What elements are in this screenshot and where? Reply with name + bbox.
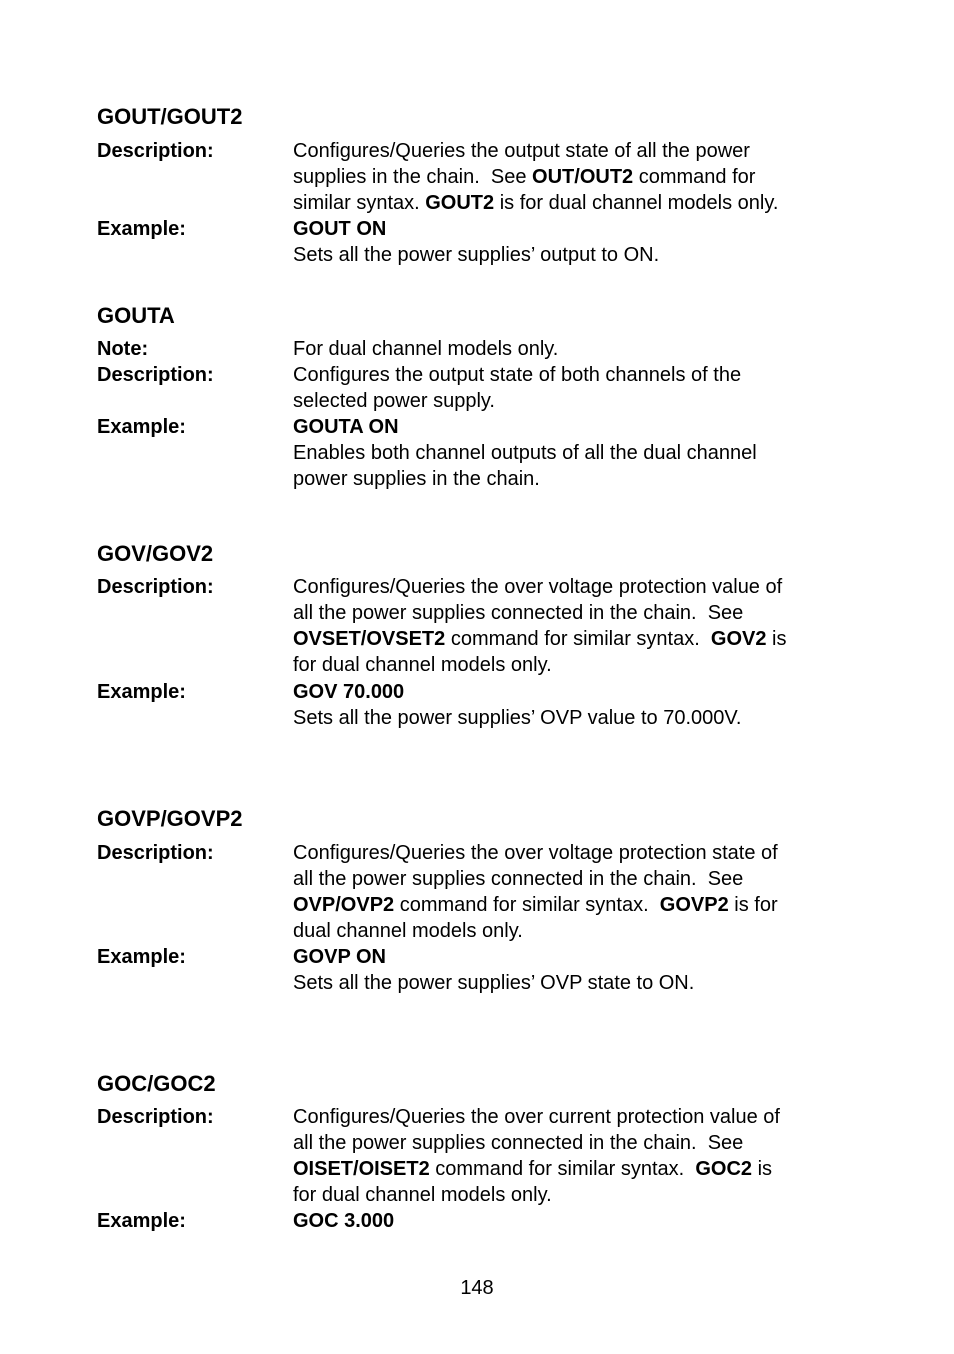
note-text: For dual channel models only.: [293, 338, 559, 360]
text-line: all the power supplies connected in the chain. See: [293, 868, 744, 890]
description-label: Description:: [97, 140, 214, 162]
command-reference: GOV2: [710, 628, 767, 650]
description-label: Description:: [97, 576, 214, 598]
command-reference: OVP/OVP2: [293, 894, 395, 916]
text-line: Enables both channel outputs of all the dual channel: [293, 442, 757, 464]
section-heading-gouta: GOUTA: [97, 303, 175, 328]
description-text: [293, 1104, 868, 1208]
command-reference: GOUT2: [425, 192, 495, 214]
text-line: for dual channel models only.: [293, 654, 552, 676]
example-command: GOV 70.000: [293, 681, 405, 703]
command-reference: OVSET/OVSET2: [293, 628, 446, 650]
description-text: [293, 138, 868, 216]
command-reference: GOVP2: [659, 894, 729, 916]
text-line: OVSET/OVSET2 command for similar syntax. GOV2 is: [293, 628, 787, 650]
text-line: selected power supply.: [293, 390, 495, 412]
example-command: GOVP ON: [293, 946, 386, 968]
text-line: all the power supplies connected in the chain. See: [293, 602, 744, 624]
text-line: Sets all the power supplies’ output to ON.: [293, 244, 660, 266]
description-text: [293, 574, 868, 678]
note-label: Note:: [97, 338, 149, 360]
example-label: Example:: [97, 681, 186, 703]
example-label: Example:: [97, 1210, 186, 1232]
description-label: Description:: [97, 842, 214, 864]
description-text: [293, 362, 868, 414]
text-line: similar syntax. GOUT2 is for dual channel models only.: [293, 192, 779, 214]
example-label: Example:: [97, 946, 186, 968]
example-label: Example:: [97, 416, 186, 438]
section-heading-goc: GOC/GOC2: [97, 1071, 216, 1096]
example-label: Example:: [97, 218, 186, 240]
text-line: Sets all the power supplies’ OVP state to ON.: [293, 972, 695, 994]
text-line: Configures/Queries the output state of all the power: [293, 140, 750, 162]
description-label: Description:: [97, 1106, 214, 1128]
example-description: [293, 440, 868, 492]
command-reference: OISET/OISET2: [293, 1158, 430, 1180]
text-line: OISET/OISET2 command for similar syntax. GOC2 is: [293, 1158, 773, 1180]
text-line: supplies in the chain. See OUT/OUT2 command for: [293, 166, 756, 188]
section-heading-gov: GOV/GOV2: [97, 541, 214, 566]
command-reference: OUT/OUT2: [532, 166, 634, 188]
text-line: dual channel models only.: [293, 920, 523, 942]
text-line: Configures/Queries the over current protection value of: [293, 1106, 780, 1128]
example-command: GOUT ON: [293, 218, 387, 240]
text-line: Sets all the power supplies’ OVP value to 70.000V.: [293, 707, 742, 729]
text-line: all the power supplies connected in the chain. See: [293, 1132, 744, 1154]
text-line: for dual channel models only.: [293, 1184, 552, 1206]
text-line: OVP/OVP2 command for similar syntax. GOVP2 is for: [293, 894, 778, 916]
description-label: Description:: [97, 364, 214, 386]
text-line: Configures/Queries the over voltage protection state of: [293, 842, 778, 864]
section-heading-govp: GOVP/GOVP2: [97, 806, 243, 831]
section-heading-gout: GOUT/GOUT2: [97, 104, 243, 129]
text-line: Configures/Queries the over voltage protection value of: [293, 576, 783, 598]
example-description: [293, 705, 868, 731]
example-command: GOUTA ON: [293, 416, 399, 438]
example-description: [293, 242, 868, 268]
command-reference: GOC2: [695, 1158, 753, 1180]
page-number: 148: [460, 1277, 494, 1299]
description-text: [293, 840, 868, 944]
example-command: GOC 3.000: [293, 1210, 395, 1232]
example-description: [293, 970, 868, 996]
text-line: Configures the output state of both channels of the: [293, 364, 742, 386]
text-line: power supplies in the chain.: [293, 468, 540, 490]
